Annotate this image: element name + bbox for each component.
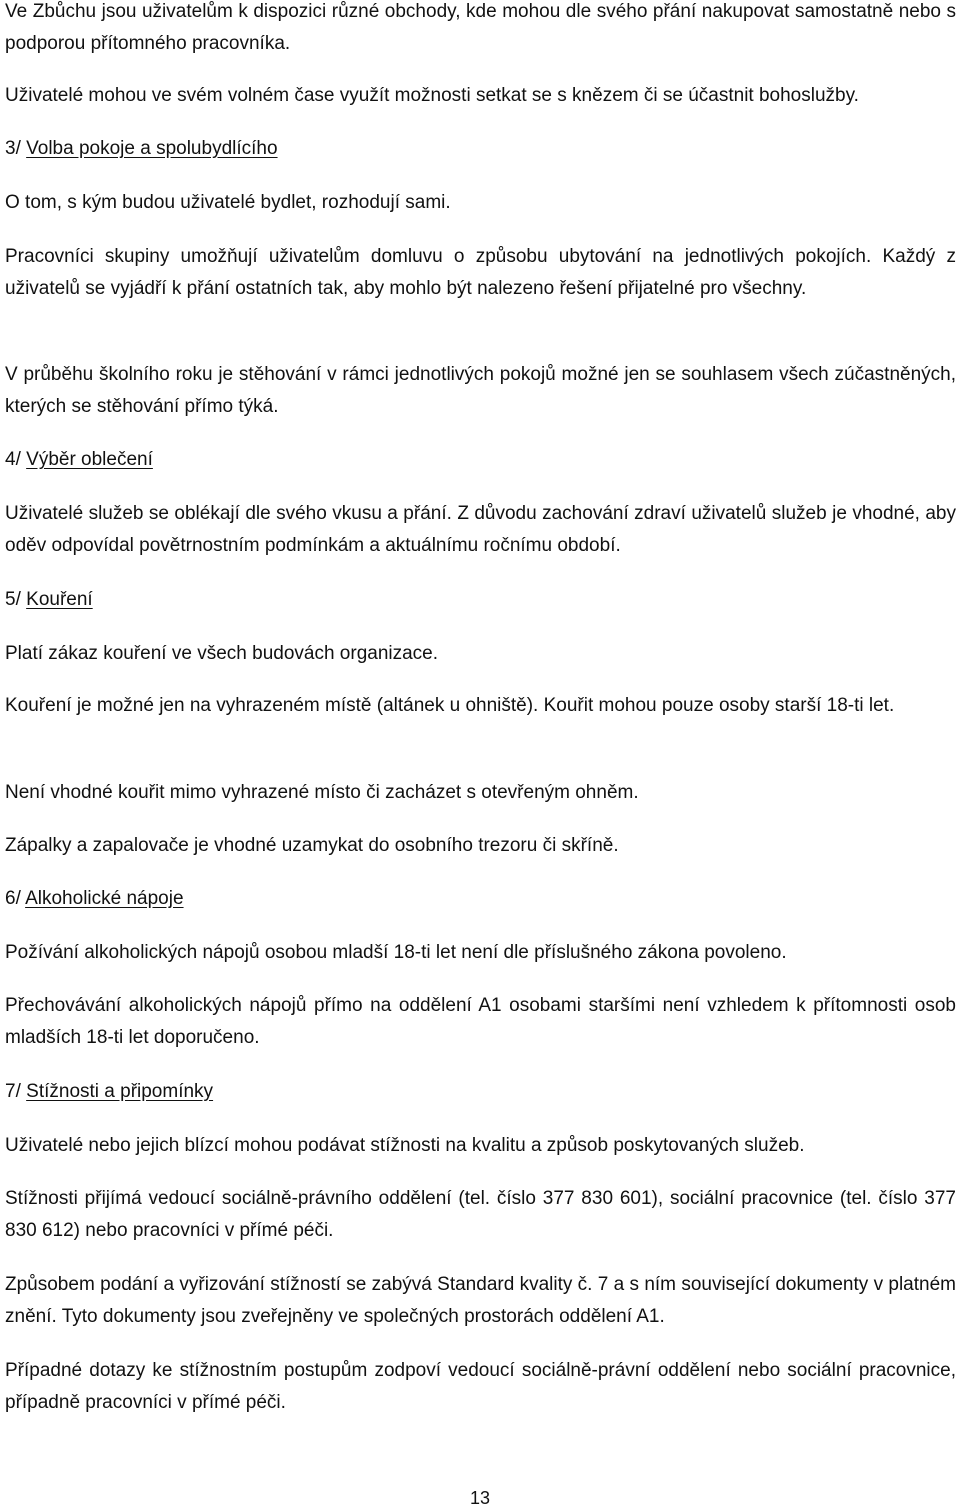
- section-title: Volba pokoje a spolubydlícího: [26, 138, 278, 159]
- paragraph-complaints-contact: Stížnosti přijímá vedoucí sociálně-právního oddělení (tel. číslo 377 830 601), sociální pracovnice (tel. číslo 377 830 612) nebo pracovníci v přímé péči.: [5, 1188, 956, 1241]
- section-title: Kouření: [26, 589, 93, 610]
- page-number: 13: [469, 1488, 491, 1508]
- section-title: Stížnosti a připomínky: [26, 1081, 214, 1102]
- section-title: Alkoholické nápoje: [25, 888, 184, 909]
- paragraph-complaints-questions: Případné dotazy ke stížnostním postupům zodpoví vedoucí sociálně-právní oddělení nebo sociální pracovnice, případně pracovníci v přímé péči.: [5, 1360, 956, 1413]
- section-number: 3/: [5, 138, 21, 159]
- paragraph-matches: Zápalky a zapalovače je vhodné uzamykat do osobního trezoru či skříně.: [5, 835, 619, 856]
- paragraph-accommodation: Pracovníci skupiny umožňují uživatelům domluvu o způsobu ubytování na jednotlivých pokojích. Každý z uživatelů se vyjádří k přání ostatních tak, aby mohlo být nalezeno řešení přijatelné pro všechny.: [5, 246, 956, 299]
- paragraph-roommates: O tom, s kým budou uživatelé bydlet, rozhodují sami.: [5, 192, 451, 213]
- section-heading-room-choice: [5, 133, 956, 165]
- paragraph-shops: Ve Zbůchu jsou uživatelům k dispozici různé obchody, kde mohou dle svého přání nakupovat samostatně nebo s podporou přítomného pracovníka.: [5, 1, 956, 54]
- paragraph-complaints-right: Uživatelé nebo jejich blízcí mohou podávat stížnosti na kvalitu a způsob poskytovaných služeb.: [5, 1135, 805, 1156]
- section-number: 4/: [5, 449, 21, 470]
- section-heading-smoking: [5, 584, 956, 616]
- paragraph-complaints-standard: Způsobem podání a vyřizování stížností se zabývá Standard kvality č. 7 a s ním související dokumenty v platném znění. Tyto dokumenty jsou zveřejněny ve společných prostorách oddělení A1.: [5, 1274, 956, 1327]
- paragraph-church: Uživatelé mohou ve svém volném čase využít možnosti setkat se s knězem či se účastnit bohoslužby.: [5, 85, 859, 106]
- paragraph-smoking-place: Kouření je možné jen na vyhrazeném místě (altánek u ohniště). Kouřit mohou pouze osoby starší 18-ti let.: [5, 695, 895, 716]
- section-heading-complaints: [5, 1076, 956, 1108]
- section-number: 7/: [5, 1081, 21, 1102]
- paragraph-open-fire: Není vhodné kouřit mimo vyhrazené místo či zacházet s otevřeným ohněm.: [5, 782, 639, 803]
- paragraph-alcohol-storage: Přechovávání alkoholických nápojů přímo na oddělení A1 osobami staršími není vzhledem k přítomnosti osob mladších 18-ti let doporučeno.: [5, 995, 956, 1048]
- paragraph-clothing: Uživatelé služeb se oblékají dle svého vkusu a přání. Z důvodu zachování zdraví uživatelů služeb je vhodné, aby oděv odpovídal povětrnostním podmínkám a aktuálnímu ročnímu období.: [5, 503, 956, 556]
- paragraph-smoking-ban: Platí zákaz kouření ve všech budovách organizace.: [5, 643, 439, 664]
- section-title: Výběr oblečení: [26, 449, 153, 470]
- paragraph-moving: V průběhu školního roku je stěhování v rámci jednotlivých pokojů možné jen se souhlasem všech zúčastněných, kterých se stěhování přímo týká.: [5, 364, 956, 417]
- paragraph-alcohol-minors: Požívání alkoholických nápojů osobou mladší 18-ti let není dle příslušného zákona povoleno.: [5, 942, 787, 963]
- section-heading-clothing: [5, 444, 956, 476]
- section-number: 6/: [5, 888, 21, 909]
- section-heading-alcohol: [5, 883, 956, 915]
- section-number: 5/: [5, 589, 21, 610]
